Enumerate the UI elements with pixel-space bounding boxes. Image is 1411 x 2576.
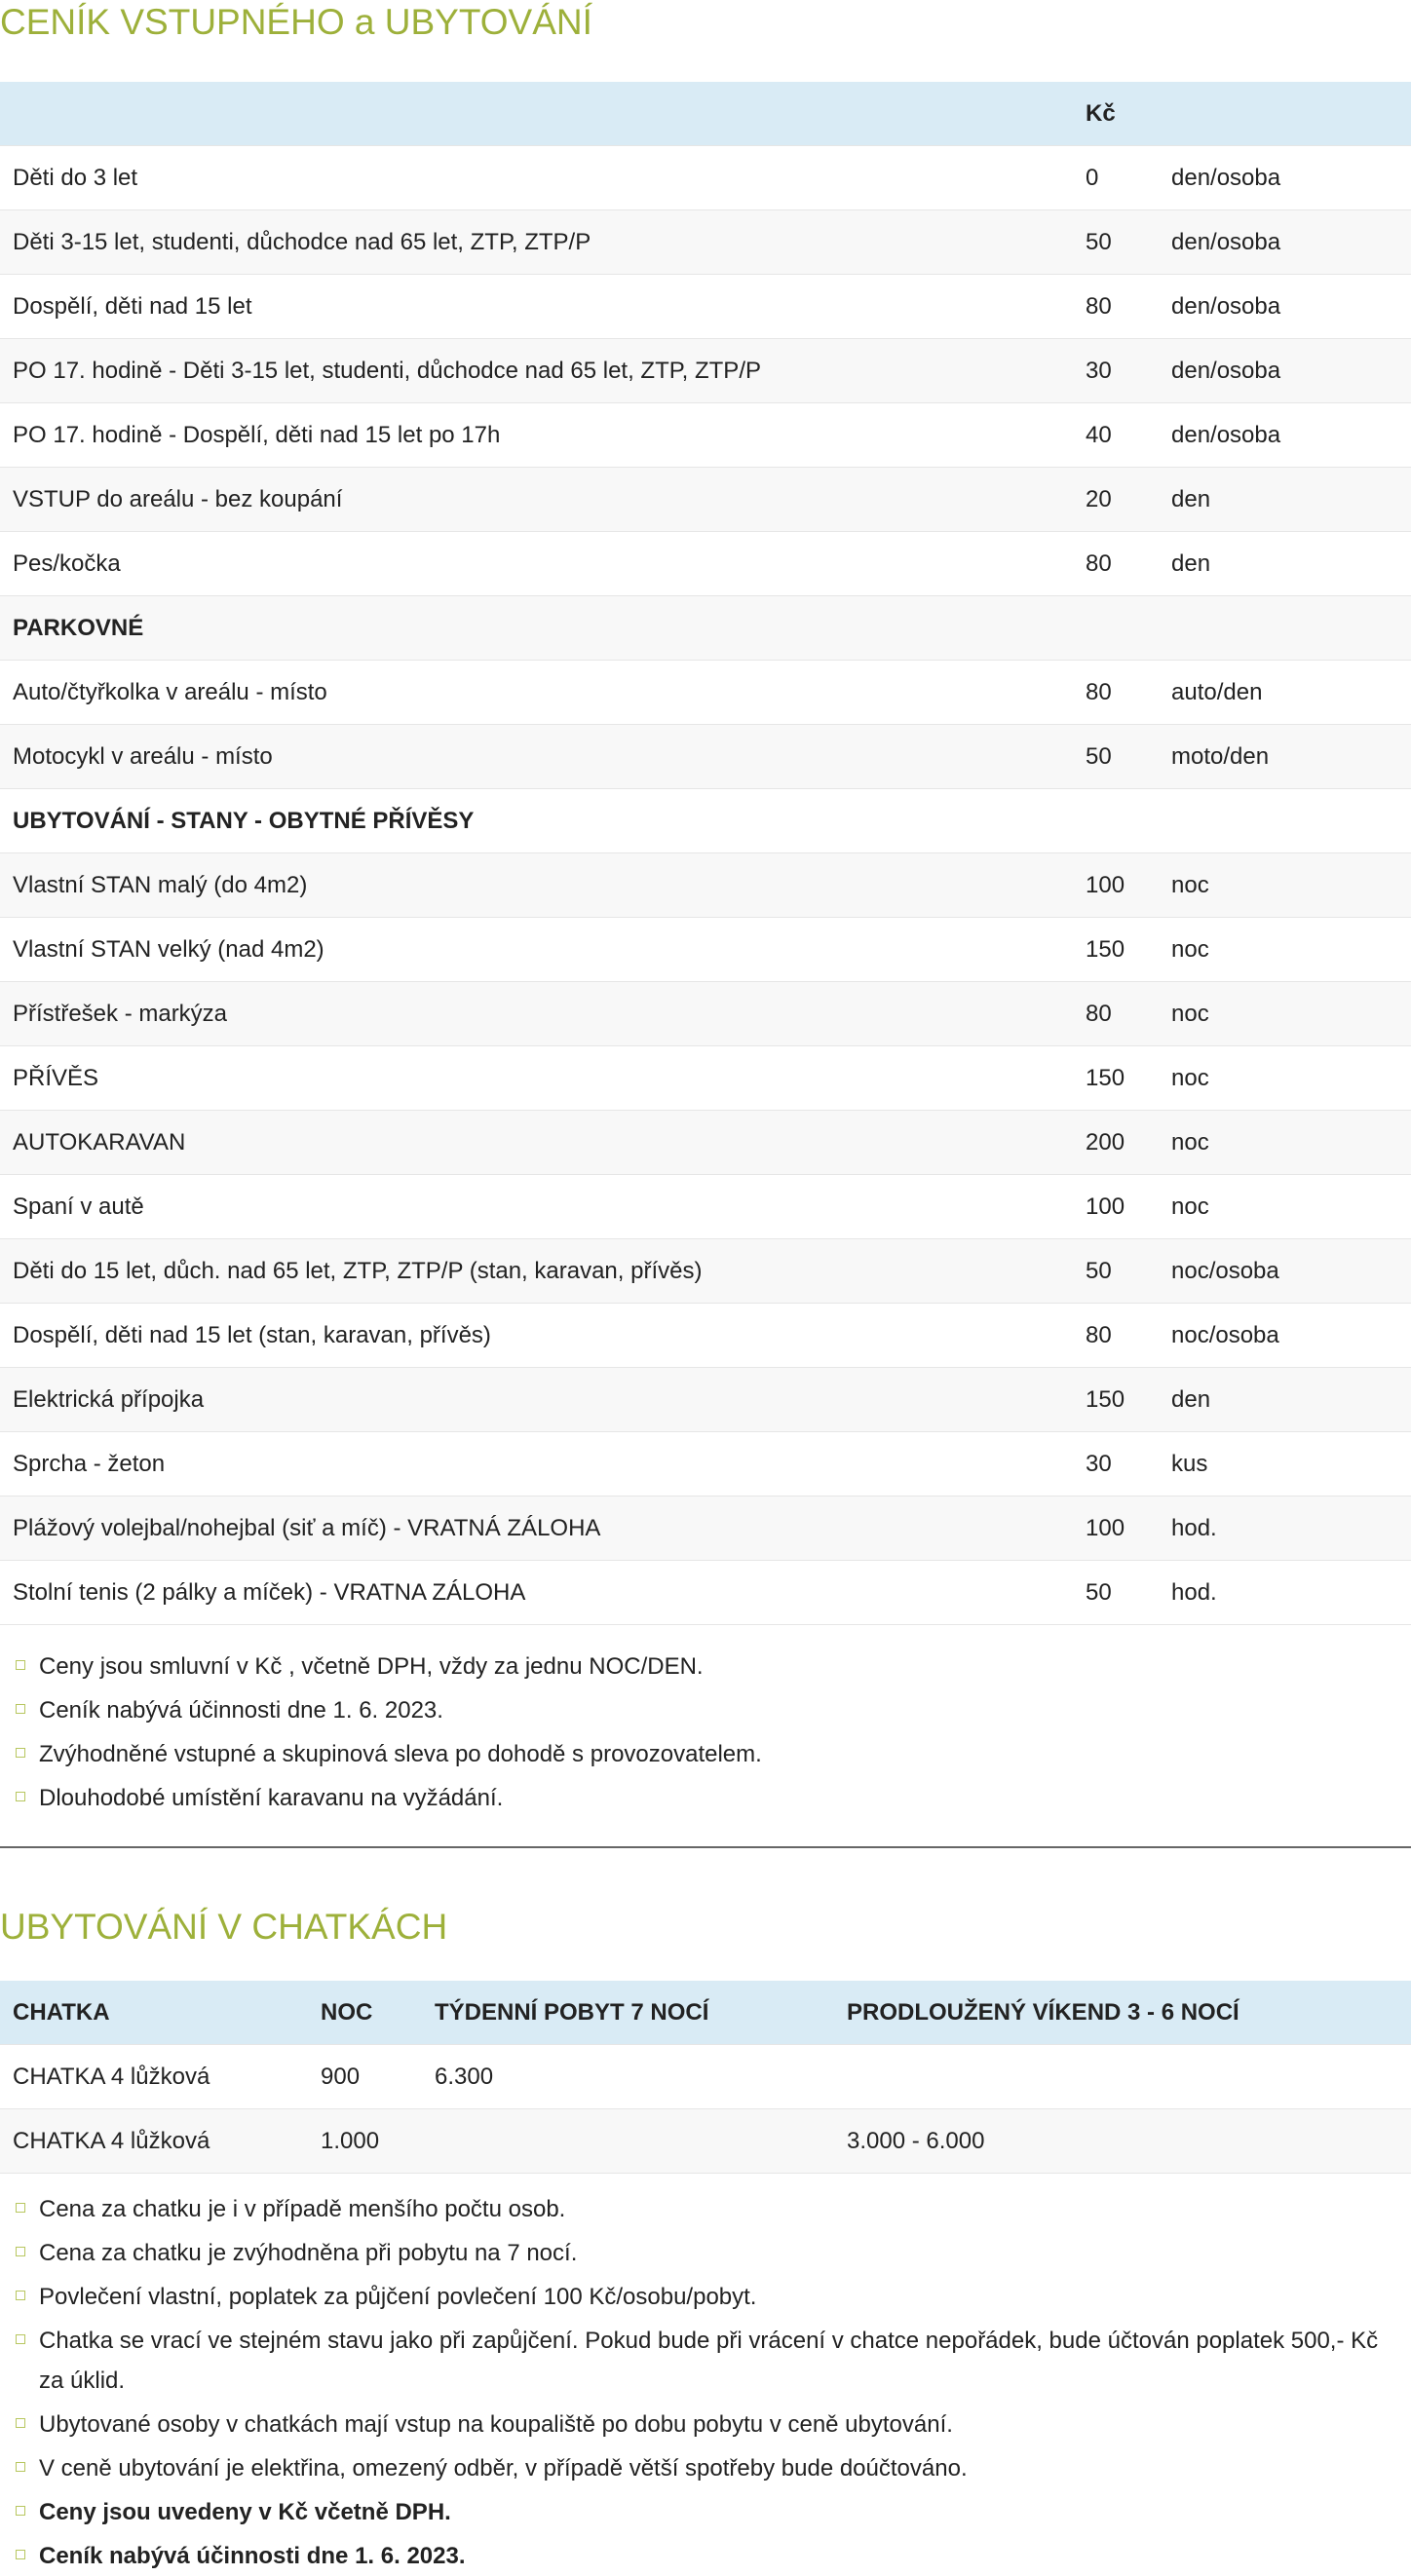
section2-title: UBYTOVÁNÍ V CHATKÁCH bbox=[0, 1907, 448, 1947]
item-unit: noc bbox=[1159, 853, 1411, 918]
item-unit: den/osoba bbox=[1159, 339, 1411, 403]
item-label: Dospělí, děti nad 15 let (stan, karavan, přívěs) bbox=[0, 1304, 1073, 1368]
note-item bbox=[0, 2405, 1411, 2444]
table-header-row bbox=[0, 1981, 1411, 2045]
note-text: Dlouhodobé umístění karavanu na vyžádání. bbox=[39, 1785, 504, 1811]
night-price: 1.000 bbox=[308, 2109, 422, 2174]
note-item bbox=[0, 2448, 1411, 2488]
item-label: PŘÍVĚS bbox=[0, 1046, 1073, 1111]
item-price: 100 bbox=[1073, 1175, 1159, 1239]
square-bullet-icon bbox=[16, 1660, 25, 1670]
square-bullet-icon bbox=[16, 1748, 25, 1758]
table-row bbox=[0, 853, 1411, 918]
header-cell: NOC bbox=[308, 1981, 422, 2045]
item-label: Elektrická přípojka bbox=[0, 1368, 1073, 1432]
item-price: 80 bbox=[1073, 532, 1159, 596]
note-text: V ceně ubytování je elektřina, omezený odběr, v případě větší spotřeby bude doúčtováno. bbox=[39, 2455, 968, 2481]
item-price: 150 bbox=[1073, 918, 1159, 982]
cabin-name: CHATKA 4 lůžková bbox=[0, 2045, 308, 2109]
note-text: Zvýhodněné vstupné a skupinová sleva po dohodě s provozovatelem. bbox=[39, 1741, 762, 1767]
weekend-price: 3.000 - 6.000 bbox=[834, 2109, 1411, 2174]
item-unit: noc bbox=[1159, 918, 1411, 982]
square-bullet-icon bbox=[16, 2462, 25, 2472]
entry-price-table-body bbox=[0, 146, 1411, 1625]
note-item bbox=[0, 2536, 1411, 2576]
table-row bbox=[0, 2109, 1411, 2174]
item-unit: hod. bbox=[1159, 1561, 1411, 1625]
note-text: Cena za chatku je zvýhodněna při pobytu na 7 nocí. bbox=[39, 2240, 578, 2266]
item-label: PO 17. hodině - Děti 3-15 let, studenti, důchodce nad 65 let, ZTP, ZTP/P bbox=[0, 339, 1073, 403]
table-row bbox=[0, 1496, 1411, 1561]
table-row bbox=[0, 339, 1411, 403]
item-label: Děti 3-15 let, studenti, důchodce nad 65 let, ZTP, ZTP/P bbox=[0, 210, 1073, 275]
table-row bbox=[0, 146, 1411, 210]
item-label: AUTOKARAVAN bbox=[0, 1111, 1073, 1175]
item-label: Dospělí, děti nad 15 let bbox=[0, 275, 1073, 339]
note-item bbox=[0, 1734, 1411, 1774]
item-unit: den bbox=[1159, 468, 1411, 532]
item-label: Stolní tenis (2 pálky a míček) - VRATNA ZÁLOHA bbox=[0, 1561, 1073, 1625]
item-price: 50 bbox=[1073, 1561, 1159, 1625]
weekend-price bbox=[834, 2045, 1411, 2109]
section1-title: CENÍK VSTUPNÉHO a UBYTOVÁNÍ bbox=[0, 2, 592, 42]
note-text: Ceník nabývá účinnosti dne 1. 6. 2023. bbox=[39, 1697, 443, 1724]
note-text: Ceny jsou uvedeny v Kč včetně DPH. bbox=[39, 2499, 451, 2525]
table-section-row bbox=[0, 596, 1411, 661]
item-price: 150 bbox=[1073, 1368, 1159, 1432]
item-unit: noc bbox=[1159, 1046, 1411, 1111]
note-item bbox=[0, 1647, 1411, 1686]
item-price: 40 bbox=[1073, 403, 1159, 468]
note-item bbox=[0, 2277, 1411, 2317]
table-row bbox=[0, 468, 1411, 532]
week-price: 6.300 bbox=[422, 2045, 834, 2109]
item-price: 20 bbox=[1073, 468, 1159, 532]
note-item bbox=[0, 2189, 1411, 2229]
item-unit: den/osoba bbox=[1159, 275, 1411, 339]
header-cell: PRODLOUŽENÝ VÍKEND 3 - 6 NOCÍ bbox=[834, 1981, 1411, 2045]
item-label: Pes/kočka bbox=[0, 532, 1073, 596]
item-unit: kus bbox=[1159, 1432, 1411, 1496]
item-label: Děti do 15 let, důch. nad 65 let, ZTP, ZTP/P (stan, karavan, přívěs) bbox=[0, 1239, 1073, 1304]
table-header-row bbox=[0, 82, 1411, 146]
item-label: UBYTOVÁNÍ - STANY - OBYTNÉ PŘÍVĚSY bbox=[0, 789, 1073, 853]
item-label: Plážový volejbal/nohejbal (siť a míč) - VRATNÁ ZÁLOHA bbox=[0, 1496, 1073, 1561]
note-item bbox=[0, 2492, 1411, 2532]
item-label: PO 17. hodině - Dospělí, děti nad 15 let po 17h bbox=[0, 403, 1073, 468]
square-bullet-icon bbox=[16, 2247, 25, 2256]
item-price: 50 bbox=[1073, 725, 1159, 789]
note-text: Povlečení vlastní, poplatek za půjčení povlečení 100 Kč/osobu/pobyt. bbox=[39, 2284, 757, 2310]
table-row bbox=[0, 275, 1411, 339]
square-bullet-icon bbox=[16, 2506, 25, 2516]
header-cell: TÝDENNÍ POBYT 7 NOCÍ bbox=[422, 1981, 834, 2045]
header-cell: CHATKA bbox=[0, 1981, 308, 2045]
item-price: 30 bbox=[1073, 1432, 1159, 1496]
note-item bbox=[0, 2233, 1411, 2273]
table-row bbox=[0, 1046, 1411, 1111]
header-cell: Kč bbox=[1073, 82, 1159, 146]
cabin-price-table bbox=[0, 1981, 1411, 2174]
item-unit: den/osoba bbox=[1159, 146, 1411, 210]
square-bullet-icon bbox=[16, 1704, 25, 1714]
item-unit: noc bbox=[1159, 982, 1411, 1046]
item-unit: den/osoba bbox=[1159, 210, 1411, 275]
item-price: 80 bbox=[1073, 661, 1159, 725]
table-row bbox=[0, 1304, 1411, 1368]
table-row bbox=[0, 1111, 1411, 1175]
square-bullet-icon bbox=[16, 1792, 25, 1801]
item-price: 80 bbox=[1073, 275, 1159, 339]
table-row bbox=[0, 1239, 1411, 1304]
note-item bbox=[0, 2321, 1411, 2401]
note-item bbox=[0, 1690, 1411, 1730]
square-bullet-icon bbox=[16, 2418, 25, 2428]
item-unit: den bbox=[1159, 532, 1411, 596]
entry-price-table bbox=[0, 82, 1411, 1625]
table-row bbox=[0, 1175, 1411, 1239]
note-text: Ceník nabývá účinnosti dne 1. 6. 2023. bbox=[39, 2543, 466, 2569]
table-row bbox=[0, 403, 1411, 468]
item-price: 200 bbox=[1073, 1111, 1159, 1175]
section1-notes bbox=[0, 1647, 1411, 1818]
table-section-row bbox=[0, 789, 1411, 853]
item-price: 50 bbox=[1073, 1239, 1159, 1304]
item-label: Vlastní STAN velký (nad 4m2) bbox=[0, 918, 1073, 982]
table-row bbox=[0, 210, 1411, 275]
note-text: Chatka se vrací ve stejném stavu jako při zapůjčení. Pokud bude při vrácení v chatce nepořádek, bude účtován poplatek 500,- Kč za úklid. bbox=[39, 2328, 1379, 2394]
item-price: 30 bbox=[1073, 339, 1159, 403]
header-cell bbox=[0, 82, 1073, 146]
item-label: PARKOVNÉ bbox=[0, 596, 1073, 661]
item-unit: hod. bbox=[1159, 1496, 1411, 1561]
item-price: 80 bbox=[1073, 1304, 1159, 1368]
item-unit: auto/den bbox=[1159, 661, 1411, 725]
cabin-price-table-body bbox=[0, 2045, 1411, 2174]
header-cell bbox=[1159, 82, 1411, 146]
note-text: Ceny jsou smluvní v Kč , včetně DPH, vždy za jednu NOC/DEN. bbox=[39, 1653, 704, 1680]
table-row bbox=[0, 1432, 1411, 1496]
table-row bbox=[0, 1368, 1411, 1432]
item-price: 0 bbox=[1073, 146, 1159, 210]
item-unit: noc/osoba bbox=[1159, 1239, 1411, 1304]
item-unit bbox=[1159, 596, 1411, 661]
square-bullet-icon bbox=[16, 2334, 25, 2344]
item-price bbox=[1073, 789, 1159, 853]
item-label: Auto/čtyřkolka v areálu - místo bbox=[0, 661, 1073, 725]
square-bullet-icon bbox=[16, 2550, 25, 2559]
note-text: Ubytované osoby v chatkách mají vstup na koupaliště po dobu pobytu v ceně ubytování. bbox=[39, 2411, 953, 2438]
item-unit: noc/osoba bbox=[1159, 1304, 1411, 1368]
item-label: Vlastní STAN malý (do 4m2) bbox=[0, 853, 1073, 918]
table-row bbox=[0, 661, 1411, 725]
cabin-name: CHATKA 4 lůžková bbox=[0, 2109, 308, 2174]
item-unit: moto/den bbox=[1159, 725, 1411, 789]
table-row bbox=[0, 2045, 1411, 2109]
table-row bbox=[0, 918, 1411, 982]
item-price: 100 bbox=[1073, 853, 1159, 918]
square-bullet-icon bbox=[16, 2291, 25, 2300]
item-price: 100 bbox=[1073, 1496, 1159, 1561]
item-unit: noc bbox=[1159, 1175, 1411, 1239]
note-item bbox=[0, 1778, 1411, 1818]
item-price bbox=[1073, 596, 1159, 661]
table-row bbox=[0, 982, 1411, 1046]
item-label: Přístřešek - markýza bbox=[0, 982, 1073, 1046]
item-label: VSTUP do areálu - bez koupání bbox=[0, 468, 1073, 532]
table-row bbox=[0, 725, 1411, 789]
item-unit: den/osoba bbox=[1159, 403, 1411, 468]
section2-notes bbox=[0, 2189, 1411, 2576]
note-text: Cena za chatku je i v případě menšího počtu osob. bbox=[39, 2196, 566, 2222]
square-bullet-icon bbox=[16, 2203, 25, 2213]
table-row bbox=[0, 1561, 1411, 1625]
item-price: 50 bbox=[1073, 210, 1159, 275]
week-price bbox=[422, 2109, 834, 2174]
item-unit bbox=[1159, 789, 1411, 853]
item-price: 80 bbox=[1073, 982, 1159, 1046]
item-label: Sprcha - žeton bbox=[0, 1432, 1073, 1496]
item-label: Spaní v autě bbox=[0, 1175, 1073, 1239]
table-row bbox=[0, 532, 1411, 596]
item-label: Děti do 3 let bbox=[0, 146, 1073, 210]
item-unit: den bbox=[1159, 1368, 1411, 1432]
item-unit: noc bbox=[1159, 1111, 1411, 1175]
item-price: 150 bbox=[1073, 1046, 1159, 1111]
item-label: Motocykl v areálu - místo bbox=[0, 725, 1073, 789]
night-price: 900 bbox=[308, 2045, 422, 2109]
